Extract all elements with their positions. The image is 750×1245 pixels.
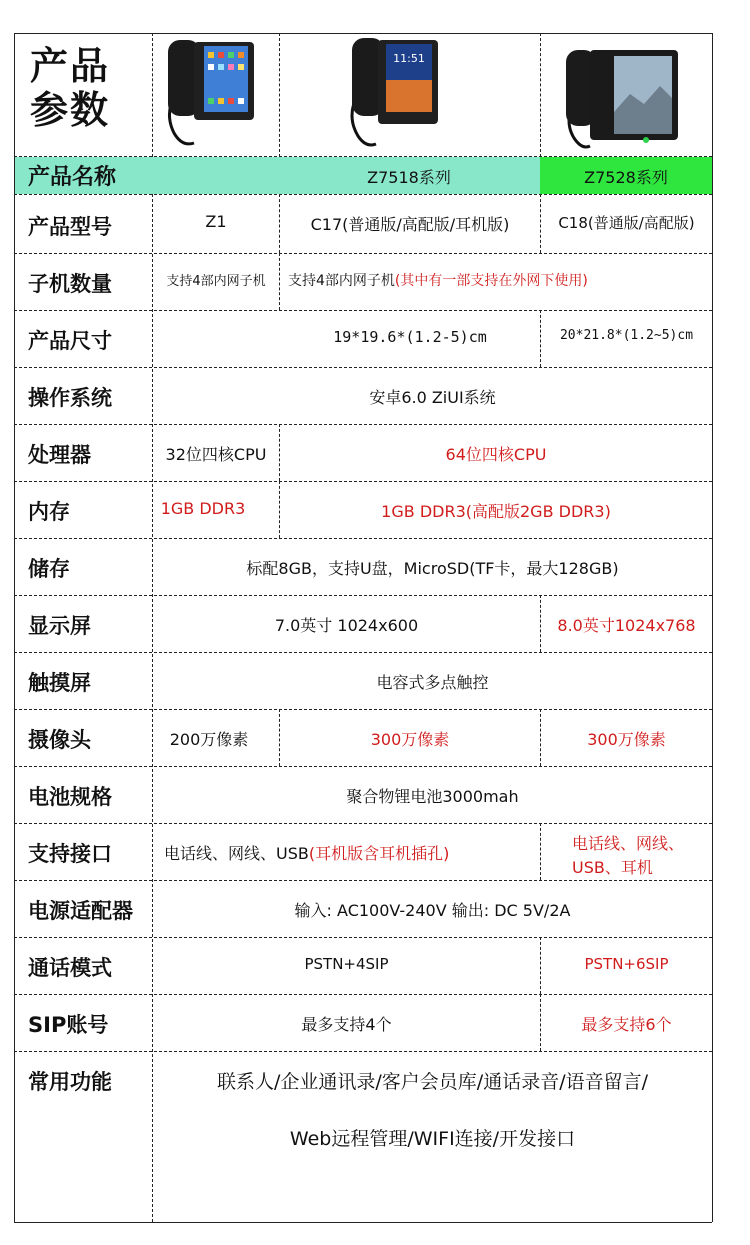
cell-memory-other: 1GB DDR3(高配版2GB DDR3) xyxy=(381,502,611,521)
cell-callmode-z7528: PSTN+6SIP xyxy=(584,955,669,973)
row-label-sip: SIP账号 xyxy=(28,1013,109,1037)
row-label-camera: 摄像头 xyxy=(28,728,91,752)
row-divider xyxy=(14,1051,712,1052)
row-label-touch: 触摸屏 xyxy=(28,671,91,695)
page-title xyxy=(30,44,110,132)
cell-display-z7528: 8.0英寸1024x768 xyxy=(557,616,696,635)
row-divider xyxy=(14,766,712,767)
cell-extensions-z1: 支持4部内网子机 xyxy=(166,274,266,289)
series-z7518: Z7518系列 xyxy=(367,168,451,187)
series-z7528: Z7528系列 xyxy=(584,168,668,187)
cell-memory-z1: 1GB DDR3 xyxy=(160,499,246,518)
ports-z7528-line2: USB、耳机 xyxy=(572,858,653,877)
cell-size-z7528: 20*21.8*(1.2~5)cm xyxy=(559,328,694,343)
row-divider xyxy=(14,880,712,881)
phone-screen-time: 11:51 xyxy=(393,52,425,65)
cell-storage: 标配8GB，支持U盘，MicroSD(TF卡，最大128GB) xyxy=(246,559,619,578)
phone-image-c17 xyxy=(346,36,446,154)
cell-camera-z1: 200万像素 xyxy=(169,730,249,749)
row-label-size: 产品尺寸 xyxy=(28,329,112,353)
row-divider xyxy=(14,424,712,425)
row-label-os: 操作系统 xyxy=(28,386,112,410)
cell-functions-line2: Web远程管理/WIFI连接/开发接口 xyxy=(289,1128,576,1150)
row-label-cpu: 处理器 xyxy=(28,443,91,467)
col-divider xyxy=(279,33,280,157)
row-divider xyxy=(14,194,712,195)
row-label-power: 电源适配器 xyxy=(28,899,133,923)
col-divider xyxy=(279,253,280,310)
phone-image-c18 xyxy=(560,42,684,154)
row-label-battery: 电池规格 xyxy=(28,785,112,809)
cell-extensions-c17 xyxy=(288,270,588,290)
row-divider xyxy=(14,709,712,710)
row-divider xyxy=(14,823,712,824)
phone-image-z1 xyxy=(160,38,272,154)
cell-touch: 电容式多点触控 xyxy=(376,673,489,692)
row-divider xyxy=(14,937,712,938)
row-label-storage: 储存 xyxy=(28,557,70,581)
col-divider xyxy=(540,33,541,157)
row-divider xyxy=(14,156,712,157)
row-label-memory: 内存 xyxy=(28,500,70,524)
cell-callmode-z7518: PSTN+4SIP xyxy=(304,955,389,973)
row-divider xyxy=(14,538,712,539)
extensions-note: (其中有一部支持在外网下使用) xyxy=(394,273,588,289)
col-divider xyxy=(540,823,541,880)
cell-model-z1: Z1 xyxy=(205,212,227,231)
cell-model-c18: C18(普通版/高配版) xyxy=(558,214,695,232)
row-divider xyxy=(14,595,712,596)
cell-camera-c18: 300万像素 xyxy=(587,730,666,749)
cell-cpu-other: 64位四核CPU xyxy=(445,445,547,464)
cell-sip-z7518: 最多支持4个 xyxy=(301,1015,392,1034)
ports-z7528-line1: 电话线、网线、 xyxy=(572,834,685,853)
cell-ports-z7518 xyxy=(164,841,449,864)
extensions-text: 支持4部内网子机 xyxy=(288,273,395,289)
cell-display-z7518: 7.0英寸 1024x600 xyxy=(274,616,419,635)
cell-battery: 聚合物锂电池3000mah xyxy=(346,787,519,806)
ports-text: 电话线、网线、USB xyxy=(164,844,309,863)
cell-os: 安卓6.0 ZiUI系统 xyxy=(369,388,496,407)
cell-sip-z7528: 最多支持6个 xyxy=(581,1015,672,1034)
cell-size-z7518: 19*19.6*(1.2-5)cm xyxy=(333,328,487,346)
row-divider xyxy=(14,310,712,311)
cell-power: 输入: AC100V-240V 输出: DC 5V/2A xyxy=(294,901,571,920)
row-divider xyxy=(14,367,712,368)
col-divider xyxy=(152,33,153,157)
ports-note: (耳机版含耳机插孔) xyxy=(308,844,450,863)
table-bottom-border xyxy=(14,1222,712,1223)
row-divider xyxy=(14,994,712,995)
cell-ports-z7528 xyxy=(572,832,684,880)
title-line-2: 参数 xyxy=(30,88,111,132)
row-label-functions: 常用功能 xyxy=(28,1070,112,1094)
table-left-border xyxy=(14,33,15,1222)
cell-functions-line1: 联系人/企业通讯录/客户会员库/通话录音/语音留言/ xyxy=(216,1071,648,1093)
row-label-ports: 支持接口 xyxy=(28,842,112,866)
table-top-border xyxy=(14,33,712,34)
row-label-call-mode: 通话模式 xyxy=(28,956,112,980)
row-label-model: 产品型号 xyxy=(28,215,112,239)
row-label-display: 显示屏 xyxy=(28,614,91,638)
row-label-extensions: 子机数量 xyxy=(28,272,112,296)
cell-model-c17: C17(普通版/高配版/耳机版) xyxy=(310,215,510,234)
row-divider xyxy=(14,253,712,254)
title-line-1: 产品 xyxy=(30,44,111,88)
cell-camera-c17: 300万像素 xyxy=(370,730,450,749)
row-divider xyxy=(14,652,712,653)
table-right-border xyxy=(712,33,713,1222)
cell-cpu-z1: 32位四核CPU xyxy=(165,445,267,464)
row-divider xyxy=(14,481,712,482)
product-name-label: 产品名称 xyxy=(28,165,117,190)
